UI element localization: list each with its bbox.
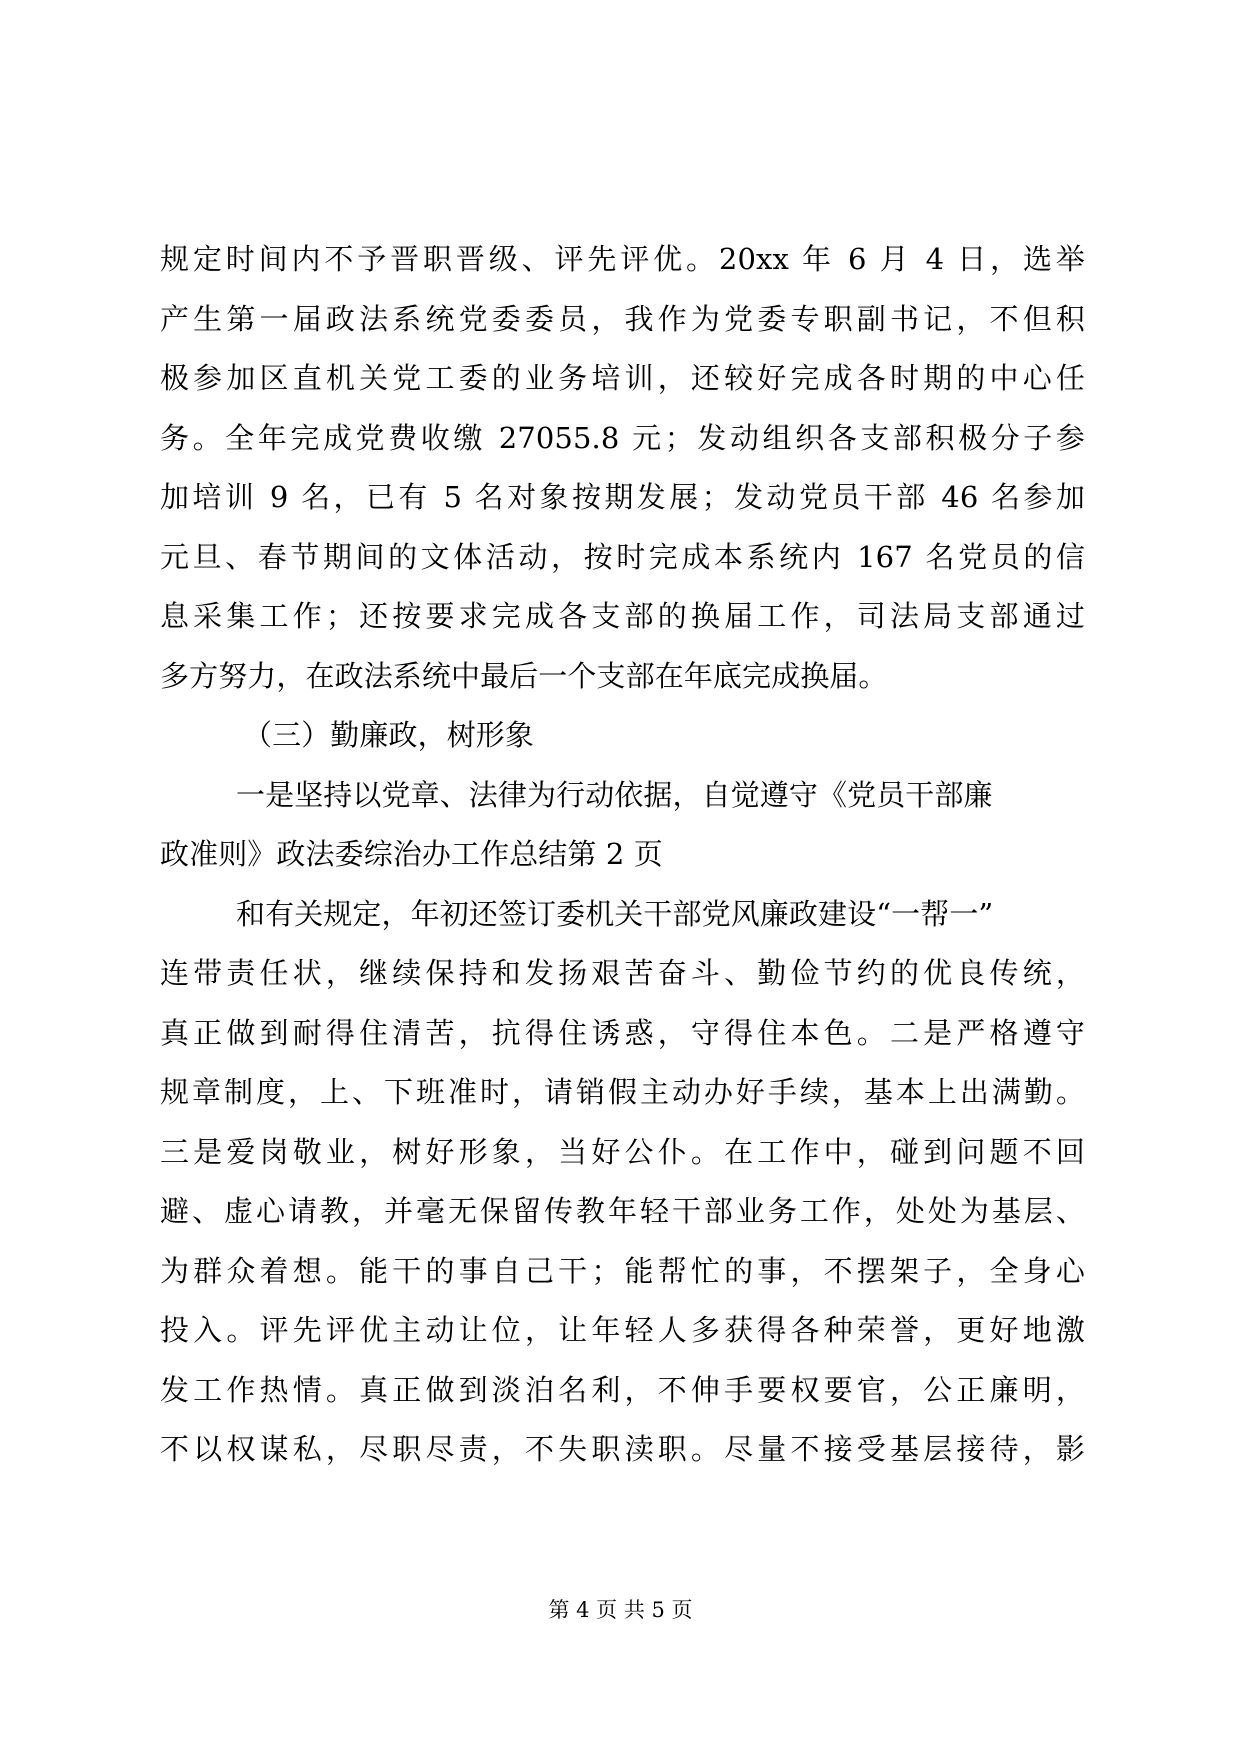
page-number: 第 4 页 共 5 页 [548,1598,693,1622]
text-line: 真正做到耐得住清苦，抗得住诱惑，守得住本色。二是严格遵守 [160,1015,1085,1050]
body-text [160,230,1085,1480]
text-line: 元旦、春节期间的文体活动，按时完成本系统内 167 名党员的信 [160,539,1085,574]
text-line: 产生第一届政法系统党委委员，我作为党委专职副书记，不但积 [160,301,1085,336]
text-line: 规定时间内不予晋职晋级、评先评优。20xx 年 6 月 4 日，选举 [160,242,1085,276]
text-line: 三是爱岗敬业，树好形象，当好公仆。在工作中，碰到问题不回 [160,1134,1085,1169]
text-line: 极参加区直机关党工委的业务培训，还较好完成各时期的中心任 [160,361,1085,395]
text-line: 息采集工作；还按要求完成各支部的换届工作，司法局支部通过 [160,599,1085,633]
text-line: 政准则》政法委综治办工作总结第 2 页 [160,837,663,871]
text-line: 避、虚心请教，并毫无保留传教年轻干部业务工作，处处为基层、 [160,1194,1085,1228]
text-line: 不以权谋私，尽职尽责，不失职渎职。尽量不接受基层接待，影 [160,1432,1085,1466]
text-line: 加培训 9 名，已有 5 名对象按期发展；发动党员干部 46 名参加 [160,480,1085,514]
text-line: 发工作热情。真正做到淡泊名利，不伸手要权要官，公正廉明， [160,1372,1085,1407]
text-line: 投入。评先评优主动让位，让年轻人多获得各种荣誉，更好地激 [160,1313,1085,1347]
text-line: 务。全年完成党费收缴 27055.8 元；发动组织各支部积极分子参 [160,420,1085,455]
section-heading: （三）勤廉政，树形象 [243,718,535,752]
text-line: 连带责任状，继续保持和发扬艰苦奋斗、勤俭节约的优良传统， [160,956,1085,990]
text-line: 一是坚持以党章、法律为行动依据，自觉遵守《党员干部廉 [236,777,993,812]
text-line: 为群众着想。能干的事自己干；能帮忙的事，不摆架子，全身心 [160,1253,1085,1288]
text-line: 多方努力，在政法系统中最后一个支部在年底完成换届。 [160,658,888,693]
text-line: 和有关规定，年初还签订委机关干部党风廉政建设“一帮一” [236,896,994,931]
text-line: 规章制度，上、下班准时，请销假主动办好手续，基本上出满勤。 [160,1075,1085,1109]
